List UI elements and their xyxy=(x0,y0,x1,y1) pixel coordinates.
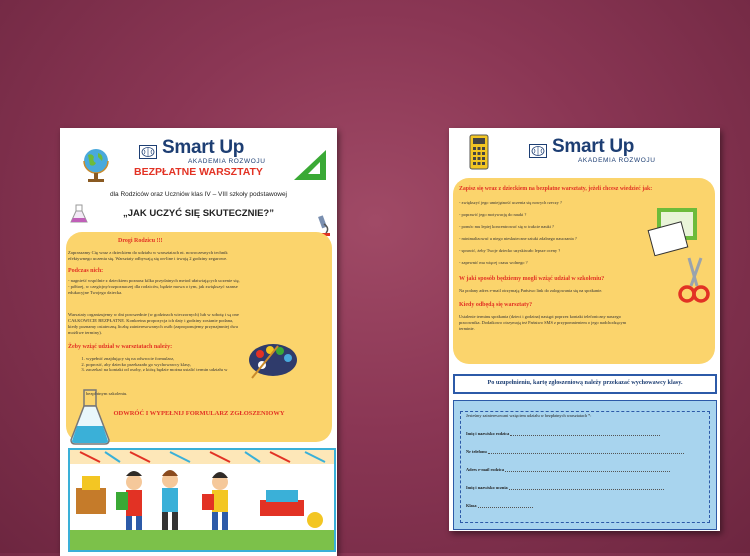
paint-palette-icon xyxy=(248,340,298,380)
how-text: Na podany adres e-mail otrzymają Państwo link do zalogowania się na spotkanie. xyxy=(459,288,603,293)
org-line-4: możliwe terminy). xyxy=(68,330,102,335)
email-field[interactable] xyxy=(505,471,670,472)
form-title: Jesteśmy zainteresowani wzięciem udziału w bezpłatnych warsztatach *: xyxy=(466,413,592,418)
brain-icon xyxy=(139,145,157,159)
how-heading: W jaki sposób będziemy mogli wziąć udział w szkoleniu? xyxy=(459,276,605,282)
form-row-email[interactable] xyxy=(466,467,670,472)
form-label-email: Adres e-mail rodzica xyxy=(466,467,505,472)
benefit-item: - zapewnić mu więcej czasu wolnego ? xyxy=(459,260,528,265)
student-name-field[interactable] xyxy=(509,489,664,490)
intro-line-2: efektywnego uczenia się. Warsztaty odbywają się on-line i trwają 2 godziny zegarowe. xyxy=(68,256,228,261)
why-line-1: - nagnieść wspólnie z dzieckiem poznasz kilka przydatnych metod ułatwiających uczenie się, xyxy=(68,278,240,283)
form-row-parent-name[interactable] xyxy=(466,431,660,436)
benefit-item: - poprawić jego motywację do nauki ? xyxy=(459,212,527,217)
brand-name: Smart Up xyxy=(162,137,245,158)
when-heading: Kiedy odbędą się warsztaty? xyxy=(459,302,533,308)
form-label-phone: Nr telefonu xyxy=(466,449,487,454)
cta-text: ODWRÓĆ I WYPEŁNIJ FORMULARZ ZGŁOSZENIOWY xyxy=(113,410,285,417)
kids-illustration xyxy=(68,448,336,552)
benefit-item: - sprawić, żeby Twoje dziecko uzyskiwało lepsze oceny ? xyxy=(459,248,561,253)
form-label-student-name: Imię i nazwisko ucznia xyxy=(466,485,508,490)
benefits-heading: Zapisz się wraz z dzieckiem na bezpłatne warsztaty, jeżeli chcesz wiedzieć jak: xyxy=(459,186,653,192)
why-heading: Podczas nich: xyxy=(68,268,104,274)
org-line-1: Warsztaty organizujemy w dni powszednie (w godzinach wieczornych) lub w sobotę i są one xyxy=(68,312,239,317)
intro-line-1: Zapraszamy Cię wraz z dzieckiem do udziału w warsztatach nt. nowoczesnych technik xyxy=(68,250,228,255)
when-line-2: pracownika. Dodatkowo otrzymają też Państwo SMS z przypomnieniem o jego nadchodzącym xyxy=(459,320,627,325)
brain-icon xyxy=(529,144,547,158)
flyer-question: „JAK UCZYĆ SIĘ SKUTECZNIE?” xyxy=(123,208,274,219)
handover-bar xyxy=(453,374,717,394)
school-kids-illustration xyxy=(70,450,334,550)
brand-name: Smart Up xyxy=(552,136,635,157)
step-item: 3. zaczekać na kontakt od osoby, z którą będzie można ustalić termin udziału w xyxy=(86,367,256,373)
step-continuation: bezpłatnym szkoleniu. xyxy=(86,391,128,396)
smart-up-logo-right xyxy=(529,138,656,164)
handover-text: Po uzupełnieniu, kartę zgłoszeniową należy przekazać wychowawcy klasy. xyxy=(487,379,683,386)
flyer-title: BEZPŁATNE WARSZTATY xyxy=(134,166,263,178)
benefit-item: - minimalizować u niego nieskuteczne sztuki zdalnego nauczania ? xyxy=(459,236,577,241)
registration-form xyxy=(453,400,717,530)
org-line-2: CAŁKOWICIE BEZPŁATNE. Konkretna propozycja ich daty i godziny zostanie podana, xyxy=(68,318,234,323)
why-line-3: edukacyjne Twojego dziecka. xyxy=(68,290,123,295)
steps-heading: Żeby wziąć udział w warsztatach należy: xyxy=(68,344,173,350)
chemistry-flask-icon xyxy=(68,388,112,446)
why-line-2: - półtoej, w czegicjny/rozpoznaczej dla rodziców, będzie mowa o tym, jak zwiększyć szanse xyxy=(68,284,238,289)
when-line-1: Ustalenie terminu spotkania (dzieci i godzina) nastąpi poprzez kontakt telefoniczny naszego xyxy=(459,314,621,319)
greeting: Drogi Rodzicu !!! xyxy=(118,238,163,244)
parent-name-field[interactable] xyxy=(510,435,660,436)
step-item: 2. poprosić, aby dziecko przekazało go wychowawcy klasy, xyxy=(86,362,256,368)
form-row-phone[interactable] xyxy=(466,449,684,454)
left-flyer-page xyxy=(60,128,337,556)
step-item: 1. wypełnić znajdujący się na odwrocie formularz, xyxy=(86,356,256,362)
steps-list xyxy=(72,356,256,373)
phone-field[interactable] xyxy=(488,453,684,454)
org-line-3: kiedy poznamy ostateczną liczbę zainteresowanych osób (zaproponujemy przynajmniej dwa xyxy=(68,324,238,329)
brand-subtitle: AKADEMIA ROZWOJU xyxy=(188,158,266,165)
benefit-item: - zwiększyć jego umiejętność uczenia się nowych rzeczy ? xyxy=(459,200,562,205)
abacus-icon xyxy=(469,134,489,170)
globe-icon xyxy=(80,145,112,185)
smart-up-logo xyxy=(139,139,266,165)
brand-subtitle: AKADEMIA ROZWOJU xyxy=(578,157,656,164)
benefit-item: - pomóc mu lepiej koncentrować się w trakcie nauki ? xyxy=(459,224,554,229)
scissors-icon xyxy=(677,256,711,304)
notebook-icon xyxy=(647,204,703,260)
when-line-3: terminie. xyxy=(459,326,475,331)
flyer-subtitle: dla Rodziców oraz Uczniów klas IV – VIII szkoły podstawowej xyxy=(109,191,288,198)
right-flyer-page xyxy=(449,128,720,531)
class-field[interactable] xyxy=(478,507,533,508)
form-label-parent-name: Imię i nazwisko rodzica xyxy=(466,431,510,436)
form-row-student-name[interactable] xyxy=(466,485,664,490)
form-row-class[interactable] xyxy=(466,503,533,508)
form-label-class: Klasa xyxy=(466,503,477,508)
